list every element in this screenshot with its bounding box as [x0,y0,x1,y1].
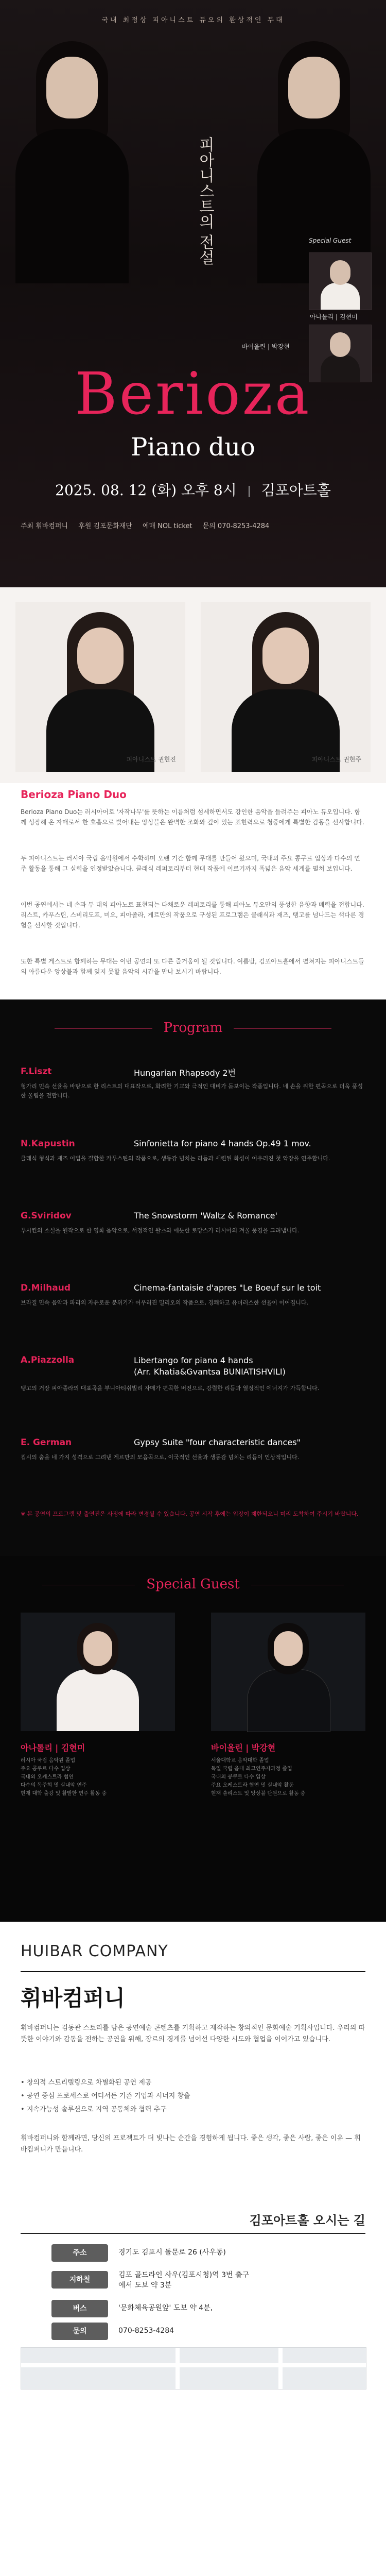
directions-divider [21,2233,365,2234]
program-description: 푸시킨의 소설을 원작으로 한 영화 음악으로, 서정적인 왈츠와 애틋한 로망스가 러시아의 겨울 풍경을 그려냅니다. [21,1227,300,1234]
info-row-address [51,2243,335,2263]
info-value: 070-8253-4284 [118,2327,174,2335]
info-value: 김포 골드라인 사우(김포시청)역 3번 출구 에서 도보 약 3분 [118,2271,250,2290]
program-description: 헝가리 민속 선율을 바탕으로 한 리스트의 대표작으로, 화려한 기교와 극적인 대비가 돋보이는 작품입니다. 네 손을 위한 편곡으로 더욱 풍성한 울림을 전합니다. [21,1083,363,1099]
program-section [0,999,386,1556]
poster-date-time: 2025. 08. 12 (화) 오후 8시 [55,482,237,499]
intro-heading: Berioza Piano Duo [21,788,127,801]
guest-name-left: 아나톨리 | 김현미 [21,1743,85,1753]
poster-venue: 김포아트홀 [261,482,331,499]
special-guest-label: Special Guest [309,237,352,244]
intro-paragraph-1: Berioza Piano Duo는 러시아어로 '자작나무'를 뜻하는 이름처럼 섬세하면서도 강인한 음악을 들려주는 피아노 듀오입니다. 함께 성장해 온 자매로서 한 호흡으로 빚어내는 앙상블은 완벽한 조화와 깊이 있는 표현력으로 청중에게 특별한 감동을 선사합니다. [21,808,364,826]
poster-phone: 문의 070-8253-4284 [202,522,270,530]
program-note: ※ 본 공연의 프로그램 및 출연진은 사정에 따라 변경될 수 있습니다. 공연 시작 후에는 입장이 제한되오니 미리 도착하여 주시기 바랍니다. [21,1511,359,1517]
directions-heading: 김포아트홀 오시는 길 [249,2213,365,2228]
company-divider [21,1971,365,1972]
program-description: 브라질 민속 음악과 파리의 자유로운 분위기가 어우러진 밀리오의 작품으로, 경쾌하고 유머러스한 선율이 이어집니다. [21,1299,308,1306]
poster-subtitle: Piano duo [131,433,255,462]
guest-caption-1: 아나톨리 | 김현미 [310,313,358,320]
program-composer: N.Kapustin [21,1139,75,1149]
poster-ticket: 예매 NOL ticket [142,522,192,530]
poster-date-venue [0,479,386,500]
list-item: • 지속가능성 솔루션으로 지역 공동체와 협력 추구 [21,2106,167,2113]
intro-paragraph-4: 또한 특별 게스트로 함께하는 무대는 이번 공연의 또 다른 즐거움이 될 것입니다. 여름밤, 김포아트홀에서 펼쳐지는 피아니스트들의 아름다운 앙상블과 함께 잊지 못할 음악의 시간을 만나 보시기 바랍니다. [21,958,364,975]
program-heading: Program [0,1020,386,1036]
pianist-photo-right [201,602,371,772]
company-paragraph-1: 휘바컴퍼니는 김동관 스토리를 담은 공연예술 콘텐츠를 기획하고 제작하는 창의적인 문화예술 기획사입니다. 우리의 따뜻한 이야기와 감동을 전하는 공연을 위해, 장르의 경계를 넘어선 다양한 시도와 협업을 이어가고 있습니다. [21,2024,365,2043]
info-row-bus [51,2299,335,2318]
info-row-contact [51,2321,335,2341]
guest-bio-left: 러시아 국립 음악원 졸업 주요 콩쿠르 다수 입상 국내외 오케스트라 협연 다수의 독주회 및 실내악 연주 현재 대학 출강 및 활발한 연주 활동 중 [21,1758,107,1797]
concert-poster [0,0,386,587]
poster-organizer: 주최 휘바컴퍼니 [21,522,68,530]
pianist-photo-right-caption: 피아니스트 권현주 [311,756,361,763]
program-composer: G.Sviridov [21,1211,72,1221]
company-name-en: HUIBAR COMPANY [21,1942,168,1960]
poster-credits [21,520,365,530]
info-key: 문의 [51,2323,108,2340]
program-work: Hungarian Rhapsody 2번 [134,1068,236,1078]
pianist-photo-left [15,602,185,772]
program-composer: F.Liszt [21,1066,52,1077]
poster-vertical-title: 피아니스트의 전설 [196,137,214,265]
location-map[interactable] [21,2347,366,2389]
pianist-photos [0,587,386,783]
guest-bio-right: 서울대학교 음악대학 졸업 독일 국립 음대 최고연주자과정 졸업 국내외 콩쿠르 다수 입상 주요 오케스트라 협연 및 실내악 활동 현재 솔리스트 및 앙상블 단원으로 활동 중 [211,1758,306,1797]
guest-heading: Special Guest [0,1577,386,1592]
program-description: 탱고의 거장 피아졸라의 대표곡을 부니아티쉬빌리 자매가 편곡한 버전으로, 강렬한 리듬과 열정적인 에너지가 가득합니다. [21,1385,320,1392]
program-work: Libertango for piano 4 hands (Arr. Khatia&Gvantsa BUNIATISHVILI) [134,1355,286,1377]
special-guest-section [0,1556,386,1922]
program-composer: E. German [21,1437,72,1448]
company-name-ko: 휘바컴퍼니 [21,1986,125,2011]
poster-top-text: 국내 최정상 피아니스트 듀오의 환상적인 무대 [101,16,285,24]
program-work: Cinema-fantaisie d'apres "Le Boeuf sur le toit [134,1283,321,1293]
list-item: • 창의적 스토리텔링으로 차별화된 공연 제공 [21,2079,152,2087]
poster-title: Berioza [75,361,311,428]
pianist-left-illustration [10,36,134,283]
program-composer: D.Milhaud [21,1283,71,1293]
pianist-right-illustration [252,36,376,283]
info-value: '문화체육공원앞' 도보 약 4분, [118,2304,213,2312]
info-value: 경기도 김포시 돌문로 26 (사우동) [118,2248,226,2257]
guest-thumb-1 [309,252,372,310]
program-description: 집시의 춤을 네 가지 성격으로 그려낸 게르만의 모음곡으로, 이국적인 선율과 생동감 넘치는 리듬이 인상적입니다. [21,1454,300,1461]
info-key: 주소 [51,2244,108,2262]
program-composer: A.Piazzolla [21,1355,75,1365]
program-work: Gypsy Suite "four characteristic dances" [134,1437,301,1447]
duo-introduction [0,783,386,999]
intro-paragraph-3: 이번 공연에서는 네 손과 두 대의 피아노로 표현되는 다채로운 레퍼토리를 통해 피아노 듀오만의 풍성한 음향과 매력을 전합니다. 리스트, 카푸스틴, 스비리도프, 미요, 피아졸라, 게르만의 작품으로 구성된 프로그램은 클래식과 재즈, 탱고를 넘나드는 색다른 경험을 선사할 것입니다. [21,901,364,929]
pianist-photo-left-caption: 피아니스트 권현진 [126,756,176,763]
guest-caption-2: 바이올린 | 박강현 [242,343,290,350]
poster-sponsor: 후원 김포문화재단 [78,522,132,530]
info-key: 버스 [51,2300,108,2317]
guest-name-right: 바이올린 | 박강현 [211,1743,276,1753]
info-row-subway [51,2266,335,2295]
intro-paragraph-2: 두 피아니스트는 러시아 국립 음악원에서 수학하며 오랜 기간 함께 무대를 만들어 왔으며, 국내외 주요 콩쿠르 입상과 다수의 연주 활동을 통해 그 실력을 인정받았습니다. 클래식 레퍼토리부터 현대 작품에 이르기까지 폭넓은 음악 세계를 펼쳐 보입니다. [21,855,360,872]
program-description: 클래식 형식과 재즈 어법을 결합한 카푸스틴의 작품으로, 생동감 넘치는 리듬과 세련된 화성이 어우러진 첫 악장을 연주합니다. [21,1155,330,1162]
guest-photo-left [21,1613,175,1731]
program-work: Sinfonietta for piano 4 hands Op.49 1 mov. [134,1139,311,1148]
list-item: • 공연 중심 프로세스로 어디서든 기존 기업과 시너지 창출 [21,2092,190,2100]
program-work: The Snowstorm 'Waltz & Romance' [134,1211,277,1221]
company-paragraph-2: 휘바컴퍼니와 함께라면, 당신의 프로젝트가 더 빛나는 순간을 경험하게 됩니다. 좋은 생각, 좋은 사람, 좋은 이유 — 휘바컴퍼니가 만듭니다. [21,2134,361,2154]
company-section [0,1922,386,2396]
company-feature-list [21,2076,365,2116]
info-key: 지하철 [51,2271,108,2289]
guest-photo-right [211,1613,365,1731]
